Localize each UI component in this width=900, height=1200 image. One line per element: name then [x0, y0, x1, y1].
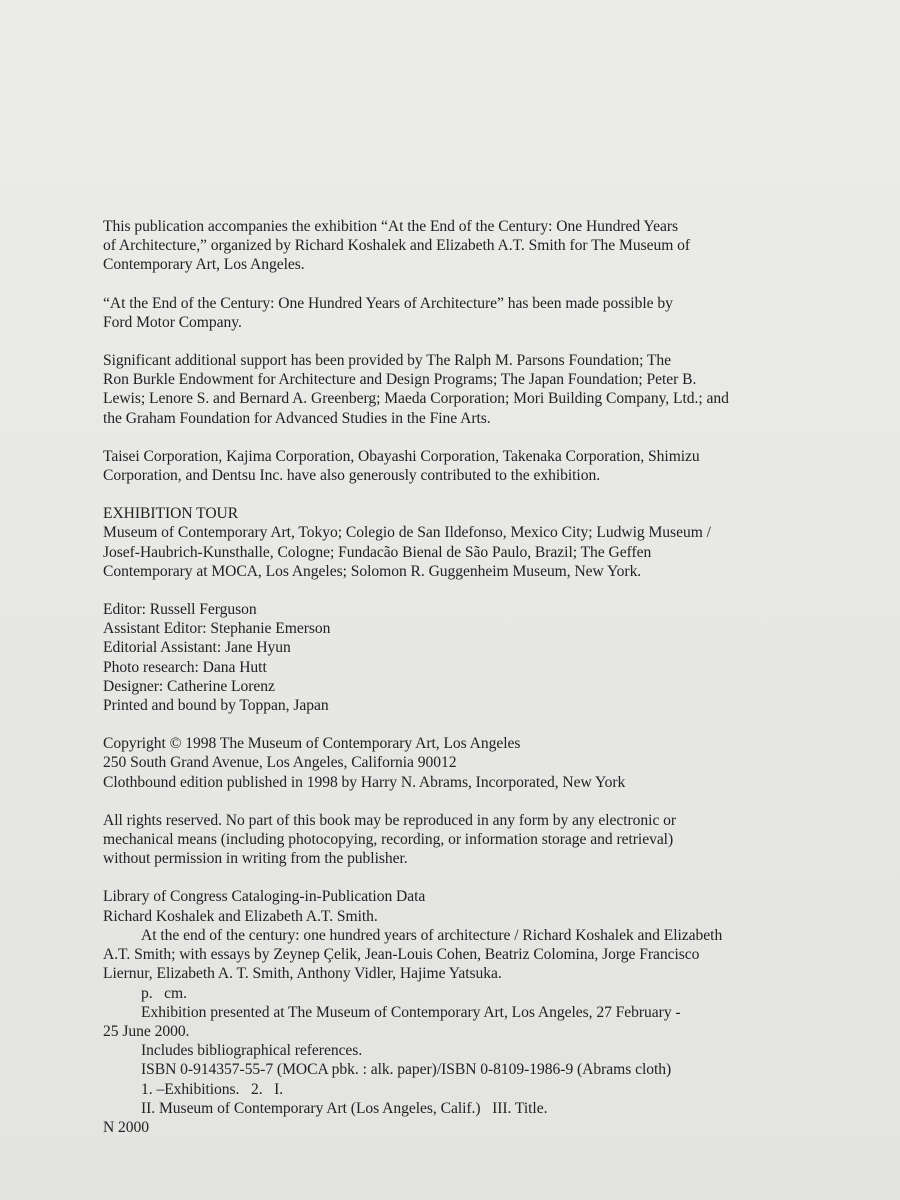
tour-heading: EXHIBITION TOUR	[103, 505, 239, 523]
text-line: of Architecture,” organized by Richard Koshalek and Elizabeth A.T. Smith for The Museum of	[103, 237, 691, 255]
cip-subjects: 1. –Exhibitions. 2. I.	[141, 1080, 284, 1098]
credit-printer: Printed and bound by Toppan, Japan	[103, 697, 329, 715]
page-content	[103, 217, 848, 1156]
contributors-paragraph	[103, 447, 848, 485]
text-line: Contemporary at MOCA, Los Angeles; Solomon R. Guggenheim Museum, New York.	[103, 562, 642, 580]
text-line: the Graham Foundation for Advanced Studies in the Fine Arts.	[103, 409, 491, 427]
cip-pagination: p. cm.	[141, 984, 187, 1002]
sponsor-paragraph	[103, 294, 848, 332]
cip-title-line: At the end of the century: one hundred years of architecture / Richard Koshalek and Elizabeth	[141, 926, 723, 944]
text-line: Corporation, and Dentsu Inc. have also generously contributed to the exhibition.	[103, 467, 601, 485]
credit-editor: Editor: Russell Ferguson	[103, 601, 257, 619]
credit-designer: Designer: Catherine Lorenz	[103, 677, 275, 695]
credits-list	[103, 600, 848, 715]
text-line: 250 South Grand Avenue, Los Angeles, California 90012	[103, 754, 457, 772]
cip-title-line: A.T. Smith; with essays by Zeynep Çelik, Jean-Louis Cohen, Beatriz Colomina, Jorge Francisco	[103, 946, 700, 964]
cip-exhibition-note: Exhibition presented at The Museum of Contemporary Art, Los Angeles, 27 February -	[141, 1003, 681, 1021]
cip-subjects: II. Museum of Contemporary Art (Los Angeles, Calif.) III. Title.	[141, 1099, 548, 1117]
text-line: Clothbound edition published in 1998 by Harry N. Abrams, Incorporated, New York	[103, 773, 626, 791]
cip-exhibition-note: 25 June 2000.	[103, 1022, 190, 1040]
text-line: This publication accompanies the exhibition “At the End of the Century: One Hundred Years	[103, 218, 678, 235]
credit-editorial-assistant: Editorial Assistant: Jane Hyun	[103, 639, 291, 657]
text-line: mechanical means (including photocopying, recording, or information storage and retrieval)	[103, 831, 674, 849]
cip-bibliography-note: Includes bibliographical references.	[141, 1042, 363, 1060]
support-paragraph	[103, 351, 848, 428]
text-line: Josef-Haubrich-Kunsthalle, Cologne; Fundacão Bienal de São Paulo, Brazil; The Geffen	[103, 543, 652, 561]
text-line: Ford Motor Company.	[103, 313, 242, 331]
cip-heading: Library of Congress Cataloging-in-Publication Data	[103, 888, 426, 906]
text-line: Copyright © 1998 The Museum of Contemporary Art, Los Angeles	[103, 735, 521, 753]
cip-title-line: Liernur, Elizabeth A. T. Smith, Anthony Vidler, Hajime Yatsuka.	[103, 965, 502, 983]
text-line: Taisei Corporation, Kajima Corporation, Obayashi Corporation, Takenaka Corporation, Shimizu	[103, 447, 700, 465]
text-line: without permission in writing from the publisher.	[103, 850, 408, 868]
rights-paragraph	[103, 811, 848, 869]
credit-assistant-editor: Assistant Editor: Stephanie Emerson	[103, 620, 331, 638]
text-line: Significant additional support has been provided by The Ralph M. Parsons Foundation; The	[103, 352, 672, 370]
cataloging-data	[103, 887, 848, 1137]
copyright-notice	[103, 734, 848, 792]
text-line: All rights reserved. No part of this book may be reproduced in any form by any electronic or	[103, 811, 677, 829]
cip-isbn: ISBN 0-914357-55-7 (MOCA pbk. : alk. paper)/ISBN 0-8109-1986-9 (Abrams cloth)	[141, 1061, 672, 1079]
exhibition-tour	[103, 504, 848, 581]
text-line: Museum of Contemporary Art, Tokyo; Colegio de San Ildefonso, Mexico City; Ludwig Museum /	[103, 524, 711, 542]
intro-paragraph	[103, 217, 848, 275]
text-line: “At the End of the Century: One Hundred Years of Architecture” has been made possible by	[103, 294, 673, 312]
text-line: Lewis; Lenore S. and Bernard A. Greenberg; Maeda Corporation; Mori Building Company, Ltd.; and	[103, 390, 729, 408]
text-line: Ron Burkle Endowment for Architecture and Design Programs; The Japan Foundation; Peter B.	[103, 371, 697, 389]
cip-authors: Richard Koshalek and Elizabeth A.T. Smith.	[103, 907, 378, 925]
credit-photo-research: Photo research: Dana Hutt	[103, 658, 267, 676]
text-line: Contemporary Art, Los Angeles.	[103, 256, 305, 274]
cip-call-number: N 2000	[103, 1118, 150, 1136]
